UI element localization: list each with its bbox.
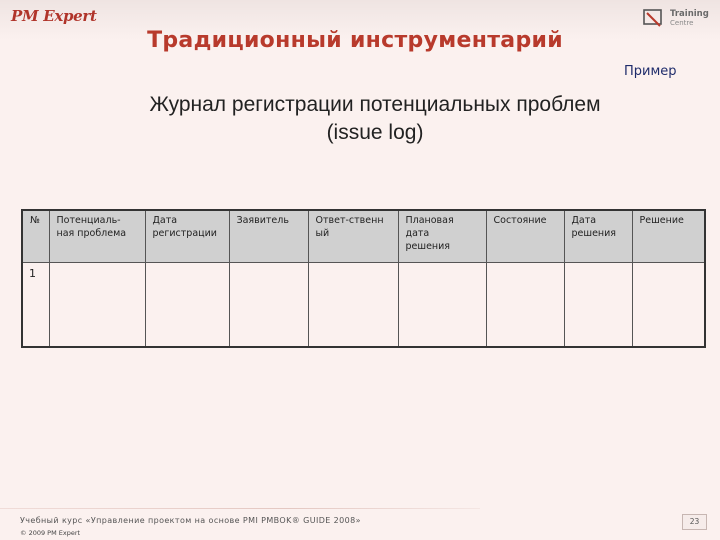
pm-expert-logo: PM Expert <box>11 7 97 25</box>
document-heading-line1: Журнал регистрации потенциальных проблем <box>149 93 601 116</box>
cell-resolution <box>632 263 705 348</box>
cell-applicant <box>229 263 308 348</box>
cell-resolution-date <box>564 263 632 348</box>
page-title: Традиционный инструментарий <box>147 28 563 53</box>
issue-log-table <box>21 209 706 348</box>
column-header-registration-date: Дата регистрации <box>145 210 229 263</box>
training-centre-text <box>670 10 709 28</box>
cell-status <box>486 263 564 348</box>
column-header-resolution-date: Дата решения <box>564 210 632 263</box>
cell-potential-issue <box>49 263 145 348</box>
cell-planned-date <box>398 263 486 348</box>
training-centre-line2: Centre <box>670 19 694 27</box>
table-header-row <box>22 210 705 263</box>
column-header-number: № <box>22 210 49 263</box>
training-centre-line1: Training <box>670 9 709 19</box>
footer-divider <box>0 508 480 509</box>
page-number-badge: 23 <box>682 514 707 530</box>
table-row <box>22 263 705 348</box>
training-centre-icon <box>643 9 663 28</box>
cell-responsible <box>308 263 398 348</box>
course-name: Учебный курс «Управление проектом на основе PMI PMBOK® GUIDE 2008» <box>20 516 361 525</box>
column-header-potential-issue: Потенциаль- ная проблема <box>49 210 145 263</box>
column-header-planned-date: Плановая дата решения <box>398 210 486 263</box>
column-header-resolution: Решение <box>632 210 705 263</box>
example-label: Пример <box>624 64 677 79</box>
cell-registration-date <box>145 263 229 348</box>
cell-number: 1 <box>22 263 49 348</box>
copyright-text: © 2009 PM Expert <box>20 529 81 537</box>
column-header-responsible: Ответ-ственн ый <box>308 210 398 263</box>
column-header-status: Состояние <box>486 210 564 263</box>
document-heading-line2: (issue log) <box>326 121 424 144</box>
document-heading <box>0 91 720 147</box>
column-header-applicant: Заявитель <box>229 210 308 263</box>
